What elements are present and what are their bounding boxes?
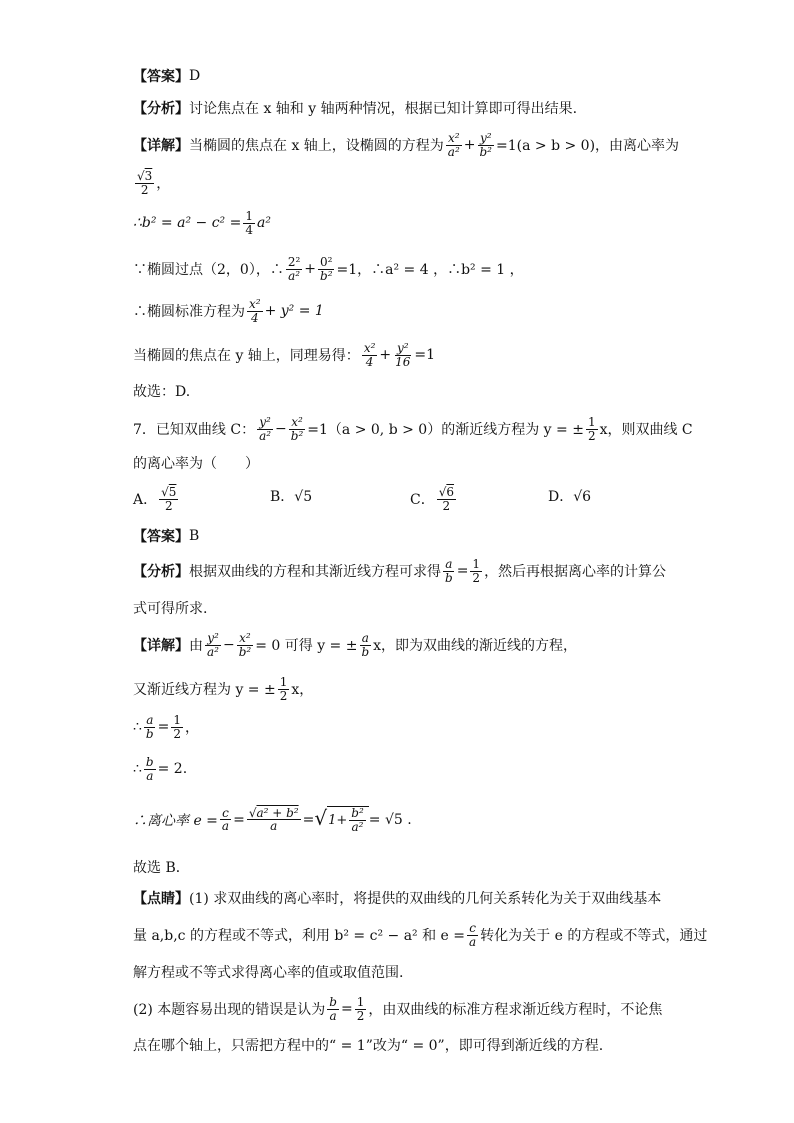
sqrt-expression: √ 1+ $\frac{\text{b²}}{\text{a²}}$: [314, 806, 368, 833]
fraction: $\frac{1}{2}$: [356, 995, 365, 1023]
note-text: (2) 本题容易出现的错误是认为: [133, 1002, 326, 1019]
detail-2-line-5: ∴离心率 e = $\frac{c}{a}$ = $\frac{\text{√a² + b²}}{a}$ = √ 1+ $\frac{\text{b²}}{\text{a²}}$ = √5 .: [133, 805, 412, 834]
question-7-stem-cont: [133, 453, 259, 473]
detail-text: a²: [256, 215, 271, 232]
fraction: $\frac{\text{y²}}{\text{b²}}$: [479, 131, 492, 159]
detail-2-line-4: [133, 756, 187, 782]
fraction: $\frac{\text{x²}}{4}$: [249, 297, 261, 325]
detail-text: = √5 .: [368, 811, 412, 828]
fraction: $\frac{b}{a}$: [329, 995, 337, 1023]
fraction: $\frac{\text{y²}}{\text{a²}}$: [259, 415, 272, 443]
detail-text: ∴: [133, 719, 142, 736]
option-label: C．: [410, 492, 435, 509]
detail-line-1: 【详解】 当椭圆的焦点在 x 轴上，设椭圆的方程为 $\frac{\text{x²}}{\text{a²}}$ + $\frac{\text{y²}}{\text{b²}}$ =1(a > b > 0)，由离心率为: [133, 131, 680, 159]
detail-text: x，即为双曲线的渐近线的方程，: [373, 638, 578, 655]
detail-line-2: $\frac{√3}{2}$ ，: [137, 169, 171, 197]
fraction: $\frac{√5}{2}$: [161, 485, 177, 513]
detail-line-3: [133, 210, 271, 236]
detail-text: = 0 可得 y = ±: [255, 638, 358, 655]
fraction: $\frac{c}{a}$: [469, 921, 477, 949]
note-text: (1) 求双曲线的离心率时，将提供的双曲线的几何关系转化为关于双曲线基本: [189, 891, 662, 907]
detail-tag: 【详解】: [133, 638, 189, 655]
option-label: D．√6: [548, 489, 592, 505]
fraction: $\frac{\text{2²}}{\text{a²}}$: [287, 255, 301, 283]
note-tag: 【点睛】: [133, 891, 189, 907]
fraction: $\frac{a}{b}$: [445, 557, 453, 585]
detail-text: ∴b² = a² − c² =: [133, 215, 242, 232]
detail-text: 又渐近线方程为 y = ±: [133, 682, 276, 699]
detail-text: =1(a > b > 0)，由离心率为: [496, 138, 680, 155]
note-text: 转化为关于 e 的方程或不等式，通过: [480, 928, 708, 945]
answer-tag: 【答案】: [133, 529, 189, 545]
fraction: $\frac{\text{y²}}{\text{a²}}$: [207, 631, 219, 659]
fraction: $\frac{c}{a}$: [221, 805, 230, 834]
detail-text: 由: [189, 638, 203, 655]
option-a: [133, 486, 180, 512]
detail-text: = 2.: [157, 761, 188, 778]
question-text: x，则双曲线 C: [599, 422, 693, 439]
question-7-stem: 7．已知双曲线 C： $\frac{\text{y²}}{\text{a²}}$ − $\frac{\text{x²}}{\text{b²}}$ =1（a > 0, b > 0）的渐近线方程为 y = ± $\frac{1}{2}$ x，则双曲线 C: [133, 415, 693, 443]
fraction: $\frac{\text{√a² + b²}}{a}$: [248, 805, 299, 834]
detail-2-line-3: ∴ $\frac{a}{b}$ = $\frac{1}{2}$ ，: [133, 713, 199, 741]
choose-line-2: [133, 857, 190, 877]
fraction: $\frac{\text{x²}}{\text{a²}}$: [447, 131, 460, 159]
fraction: $\frac{\text{x²}}{4}$: [363, 341, 376, 369]
note-text: 量 a,b,c 的方程或不等式，利用 b² = c² − a² 和 e =: [133, 928, 466, 945]
question-text: =1（a > 0, b > 0）的渐近线方程为 y = ±: [307, 422, 584, 439]
detail-text: 当椭圆的焦点在 y 轴上，同理易得：: [133, 348, 360, 365]
note-text: 解方程或不等式求得离心率的值或取值范围.: [133, 965, 404, 981]
fraction: $\frac{1}{2}$: [279, 675, 288, 703]
analysis-text: 式可得所求.: [133, 601, 208, 617]
choose-text: 故选 B．: [133, 860, 190, 876]
note-text: 点在哪个轴上，只需把方程中的“ = 1”改为“ = 0”，即可得到渐近线的方程.: [133, 1038, 604, 1054]
analysis-tag: 【分析】: [133, 101, 189, 117]
fraction: $\frac{\text{x²}}{\text{b²}}$: [238, 631, 252, 659]
analysis-line-2-cont: [133, 598, 207, 618]
analysis-text: 根据双曲线的方程和其渐近线方程可求得: [189, 564, 441, 581]
answer-tag: 【答案】: [133, 69, 189, 85]
detail-text: ∵椭圆过点（2，0），∴: [133, 262, 284, 279]
fraction: $\frac{1}{2}$: [173, 713, 181, 741]
detail-text: ，: [184, 720, 199, 737]
detail-2-line-2: [133, 676, 313, 702]
detail-line-6: 当椭圆的焦点在 y 轴上，同理易得： $\frac{\text{x²}}{4}$ + $\frac{\text{y²}}{16}$ =1: [133, 341, 436, 369]
detail-tag: 【详解】: [133, 138, 189, 155]
detail-text: ∴椭圆标准方程为: [133, 304, 245, 321]
answer-line-1: [133, 66, 200, 86]
detail-text: ∴离心率 e =: [133, 812, 218, 829]
fraction: $\frac{√3}{2}$: [137, 169, 153, 197]
option-label: B．√5: [270, 489, 313, 505]
detail-text: 当椭圆的焦点在 x 轴上，设椭圆的方程为: [189, 138, 444, 155]
fraction: $\frac{√6}{2}$: [438, 485, 455, 513]
fraction: $\frac{\text{y²}}{16}$: [395, 341, 411, 369]
detail-text: ∴: [133, 761, 142, 778]
option-label: A．: [133, 492, 158, 509]
detail-text: x，: [291, 682, 314, 699]
choose-line-1: [133, 381, 190, 401]
analysis-text: 讨论焦点在 x 轴和 y 轴两种情况，根据已知计算即可得出结果.: [189, 101, 578, 117]
fraction: $\frac{b}{a}$: [145, 755, 154, 783]
option-c: [410, 486, 458, 512]
answer-line-2: [133, 526, 199, 546]
choose-text: 故选：D.: [133, 384, 191, 400]
question-text: 7．已知双曲线 C：: [133, 422, 256, 439]
note-line-5: [133, 1035, 603, 1055]
detail-line-5: [133, 298, 324, 324]
fraction: $\frac{a}{b}$: [145, 713, 154, 741]
answer-value: B: [189, 528, 200, 544]
fraction: $\frac{a}{b}$: [361, 631, 370, 659]
note-line-2: [133, 922, 707, 948]
fraction: $\frac{1}{4}$: [245, 209, 253, 237]
detail-text: + y² = 1: [264, 303, 324, 320]
detail-text: =1: [414, 347, 436, 364]
note-line-4: (2) 本题容易出现的错误是认为 $\frac{b}{a}$ = $\frac{1}{2}$ ，由双曲线的标准方程求渐近线方程时，不论焦: [133, 995, 663, 1023]
fraction: $\frac{1}{2}$: [587, 415, 596, 443]
fraction: $\frac{\text{0²}}{\text{b²}}$: [320, 255, 333, 283]
detail-text: =1，∴a² = 4 ，∴b² = 1 ，: [336, 262, 524, 279]
analysis-line-2: 【分析】 根据双曲线的方程和其渐近线方程可求得 $\frac{a}{b}$ = $\frac{1}{2}$ ，然后再根据离心率的计算公: [133, 557, 667, 585]
analysis-text: ，然后再根据离心率的计算公: [484, 564, 667, 581]
detail-2-line-1: 【详解】 由 $\frac{\text{y²}}{\text{a²}}$ − $\frac{\text{x²}}{\text{b²}}$ = 0 可得 y = ± $\frac{a}{b}$ x，即为双曲线的渐近线的方程，: [133, 631, 578, 659]
note-line-3: [133, 962, 403, 982]
fraction: $\frac{\text{x²}}{\text{b²}}$: [290, 415, 304, 443]
analysis-tag: 【分析】: [133, 564, 189, 581]
question-text: 的离心率为（ ）: [133, 456, 259, 472]
option-d: [548, 486, 591, 506]
option-b: [270, 486, 312, 506]
fraction: $\frac{1}{2}$: [472, 557, 481, 585]
analysis-line-1: [133, 98, 577, 118]
note-text: ，由双曲线的标准方程求渐近线方程时，不论焦: [368, 1002, 663, 1019]
note-line-1: [133, 888, 661, 908]
answer-value: D: [189, 68, 201, 84]
detail-line-4: ∵椭圆过点（2，0），∴ $\frac{\text{2²}}{\text{a²}}$ + $\frac{\text{0²}}{\text{b²}}$ =1，∴a² = 4 ，∴b² = 1 ，: [133, 255, 524, 283]
